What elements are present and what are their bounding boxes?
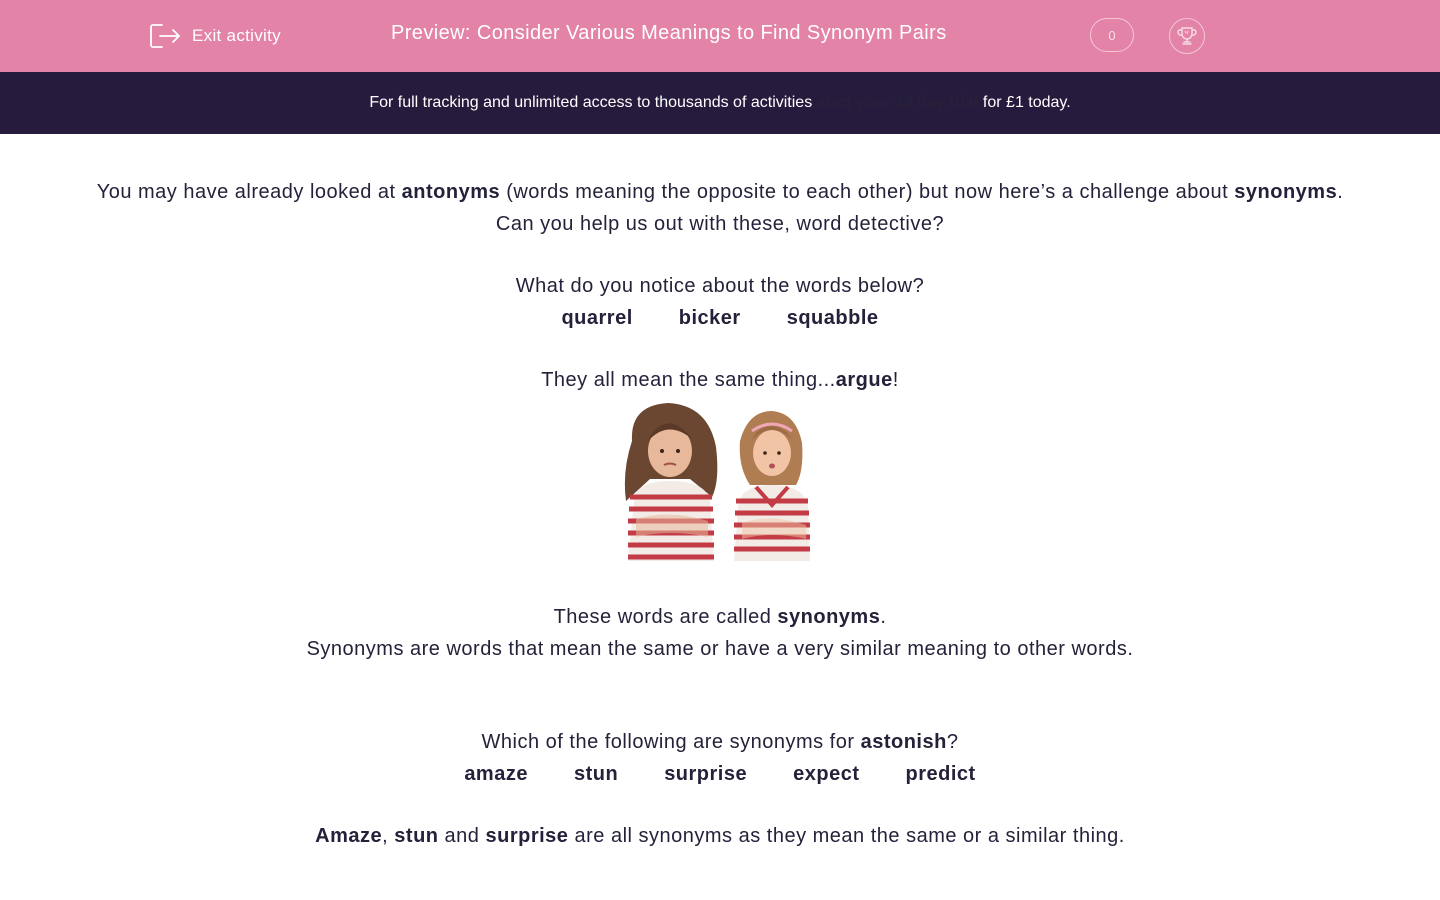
answer-explanation [0, 820, 1440, 852]
top-bar [0, 0, 1440, 72]
lesson-content [0, 176, 1440, 852]
option-word: surprise [664, 763, 748, 785]
intro-bold-synonyms: synonyms [1234, 181, 1338, 203]
answer-rest: are all synonyms as they mean the same or a similar thing. [568, 825, 1125, 847]
example-word: quarrel [561, 307, 633, 329]
answer-sep2: and [438, 825, 486, 847]
arguing-girls-illustration [620, 401, 820, 561]
same-thing-text [0, 364, 1440, 396]
example-word: bicker [678, 307, 741, 329]
score-badge: 0 [1090, 18, 1134, 52]
intro-line2: Can you help us out with these, word detective? [495, 213, 945, 235]
astonish-question [0, 726, 1440, 758]
option-word: predict [905, 763, 976, 785]
exit-activity-label: Exit activity [192, 26, 281, 45]
intro-part2: (words meaning the opposite to each other) but now here’s a challenge about [500, 181, 1235, 203]
arguing-girls-image [0, 401, 1440, 575]
same-thing-part1: They all mean the same thing... [541, 369, 836, 391]
trial-link[interactable]: start your 14 day trial [816, 94, 979, 111]
exit-icon [148, 21, 182, 51]
answer-sep1: , [382, 825, 395, 847]
banner-text-end: for £1 today. [978, 94, 1071, 111]
option-words [0, 758, 1440, 790]
banner-text [369, 94, 1070, 112]
banner-text-start: For full tracking and unlimited access to thousands of activities [369, 94, 817, 111]
answer-bold-stun: stun [394, 825, 439, 847]
synonym-definition: Synonyms are words that mean the same or have a very similar meaning to other words. [306, 638, 1134, 660]
intro-part1: You may have already looked at [96, 181, 402, 203]
called-bold: synonyms [777, 606, 881, 628]
option-word: expect [793, 763, 860, 785]
intro-bold-antonyms: antonyms [401, 181, 501, 203]
intro-part3: . [1337, 181, 1344, 203]
same-thing-bold: argue [835, 369, 893, 391]
answer-bold-amaze: Amaze [315, 825, 383, 847]
option-word: amaze [464, 763, 528, 785]
called-part1: These words are called [553, 606, 778, 628]
question-bold: astonish [860, 731, 947, 753]
called-synonyms-text [0, 601, 1440, 633]
page-title: Preview: Consider Various Meanings to Find Synonym Pairs [391, 22, 947, 44]
trophy-button[interactable] [1169, 18, 1205, 54]
trial-banner [0, 72, 1440, 134]
exit-activity-button[interactable] [148, 20, 281, 52]
called-part2: . [880, 606, 887, 628]
example-word: squabble [786, 307, 879, 329]
notice-question: What do you notice about the words below? [515, 275, 925, 297]
option-word: stun [573, 763, 619, 785]
question-part1: Which of the following are synonyms for [481, 731, 861, 753]
answer-bold-surprise: surprise [485, 825, 569, 847]
same-thing-part2: ! [892, 369, 899, 391]
example-words [0, 302, 1440, 334]
intro-text [0, 176, 1440, 208]
trophy-icon [1176, 25, 1198, 47]
question-part2: ? [946, 731, 959, 753]
